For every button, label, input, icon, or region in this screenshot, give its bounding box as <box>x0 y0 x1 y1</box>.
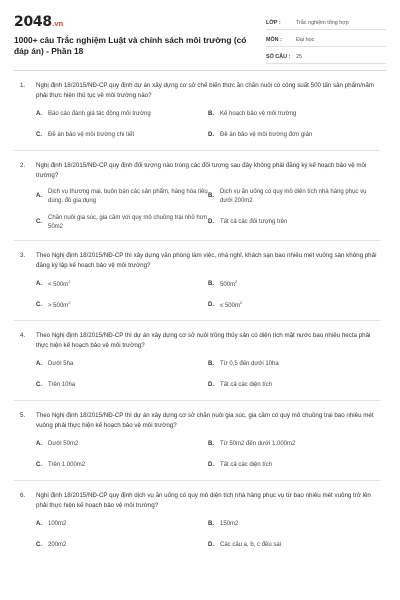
question-number: 4. <box>20 332 26 339</box>
answer-text: Các câu a, b, c đều sai <box>220 541 282 548</box>
meta-row-class <box>266 16 386 30</box>
question-6 <box>20 491 380 560</box>
answer-key: D. <box>208 219 214 226</box>
answer-key: B. <box>208 193 214 200</box>
answer-option-b[interactable] <box>208 438 380 450</box>
answer-text: ≤ 500m <box>220 303 240 310</box>
answer-grid <box>20 188 380 240</box>
answer-text: Dịch vụ ăn uống có quy mô diện tích nhà hàng phục vụ dưới 200m2 <box>220 189 367 204</box>
answer-option-d[interactable] <box>208 129 380 141</box>
answer-key: B. <box>208 360 214 367</box>
question-5 <box>20 411 380 480</box>
answer-key: B. <box>208 280 214 287</box>
superscript: 2 <box>239 300 243 306</box>
question-divider <box>14 480 380 481</box>
question-body: Nghị định 18/2015/NĐ-CP quy định đối tượng nào trong các đối tượng sau đây không phải đăng ký kế hoạch bảo vệ môi trường? <box>36 162 367 179</box>
question-number: 6. <box>20 492 26 499</box>
answer-key: C. <box>36 381 42 388</box>
question-text <box>20 161 380 180</box>
answer-text: Trên 1.000m2 <box>48 461 86 468</box>
answer-key: C. <box>36 301 42 308</box>
question-text <box>20 331 380 350</box>
answer-key: C. <box>36 131 42 138</box>
question-2 <box>20 161 380 240</box>
question-number: 2. <box>20 162 26 169</box>
answer-option-c[interactable] <box>36 539 208 551</box>
answer-option-a[interactable] <box>36 358 208 370</box>
question-text <box>20 81 380 100</box>
answer-option-a[interactable] <box>36 518 208 530</box>
question-body: Theo Nghị định 18/2015/NĐ-CP thì dự án xây dựng cơ sở nuôi trồng thủy sản có diện tích mặt nước bao nhiêu hecta phải thực hiện kế hoạch bảo vệ môi trường? <box>36 332 371 349</box>
question-3 <box>20 251 380 320</box>
answer-option-d[interactable] <box>208 299 380 311</box>
meta-key: SỐ CÂU : <box>266 53 291 60</box>
answer-text: 500m <box>220 282 236 289</box>
question-divider <box>14 150 380 151</box>
answer-text: Đề án bảo vệ môi trường chi tiết <box>48 131 134 138</box>
answer-text: Dịch vụ thương mại, buôn bán các sản phẩm, hàng hóa tiêu dùng, đồ gia dụng <box>48 189 208 204</box>
answer-option-b[interactable] <box>208 108 380 120</box>
answer-grid <box>20 358 380 400</box>
question-text <box>20 251 380 270</box>
question-body: Nghị định 18/2015/NĐ-CP quy định dự án xây dựng cơ sở chế biến thức ăn chăn nuôi có công suất 500 tấn sản phẩm/năm phải thực hiện thủ tục về môi trường nào? <box>36 82 374 99</box>
meta-key: MÔN : <box>266 36 282 43</box>
answer-option-a[interactable] <box>36 438 208 450</box>
answer-option-b[interactable] <box>208 188 380 205</box>
question-body: Theo Nghị định 18/2015/NĐ-CP thì xây dựng văn phòng làm việc, nhà nghỉ, khách sạn bao nhiêu mét vuông sàn không phải đăng ký lập kế hoạch bảo vệ môi trường? <box>36 252 377 269</box>
answer-option-c[interactable] <box>36 299 208 311</box>
answer-key: C. <box>36 541 42 548</box>
answer-option-a[interactable] <box>36 108 208 120</box>
question-divider <box>14 320 380 321</box>
answer-option-c[interactable] <box>36 379 208 391</box>
answer-key: D. <box>208 301 214 308</box>
answer-option-c[interactable] <box>36 214 208 231</box>
answer-text: 100m2 <box>48 520 67 527</box>
answer-key: D. <box>208 461 214 468</box>
answer-key: B. <box>208 440 214 447</box>
answer-key: B. <box>208 110 214 117</box>
question-1 <box>20 81 380 150</box>
answer-text: 150m2 <box>220 520 239 527</box>
question-text <box>20 491 380 510</box>
answer-option-b[interactable] <box>208 358 380 370</box>
answer-text: Dưới 50m2 <box>48 440 79 447</box>
answer-grid <box>20 108 380 150</box>
answer-key: C. <box>36 219 42 226</box>
answer-key: A. <box>36 280 42 287</box>
answer-key: B. <box>208 520 214 527</box>
answer-text: Tất cả các diện tích <box>220 461 273 468</box>
answer-text: Từ 0,5 đến dưới 10ha <box>220 360 279 367</box>
answer-text: Trên 10ha <box>48 381 76 388</box>
superscript: 2 <box>68 300 71 306</box>
answer-key: A. <box>36 520 42 527</box>
superscript: 2 <box>235 279 238 285</box>
site-logo[interactable] <box>14 14 252 30</box>
meta-row-count <box>266 50 386 64</box>
meta-key: LỚP : <box>266 19 281 26</box>
document-title: 1000+ câu Trắc nghiệm Luật và chính sách môi trường (có đáp án) - Phần 18 <box>14 35 247 56</box>
answer-text: < 500m <box>48 282 69 289</box>
question-divider <box>14 400 380 401</box>
meta-value: 25 <box>296 53 302 60</box>
meta-value: Trắc nghiệm tổng hợp <box>296 19 349 26</box>
answer-key: A. <box>36 193 42 200</box>
answer-option-c[interactable] <box>36 129 208 141</box>
meta-panel <box>252 14 386 66</box>
answer-text: Báo cáo đánh giá tác động môi trường <box>48 110 151 117</box>
answer-text: Chăn nuôi gia súc, gia cầm với quy mô chuồng trại nhỏ hơn 50m2 <box>48 215 207 230</box>
answer-option-d[interactable] <box>208 214 380 231</box>
question-number: 3. <box>20 252 26 259</box>
answer-key: D. <box>208 541 214 548</box>
question-list <box>0 71 400 560</box>
answer-text: Kế hoạch bảo vệ môi trường <box>220 110 297 117</box>
answer-grid <box>20 438 380 480</box>
answer-option-a[interactable] <box>36 188 208 205</box>
answer-option-d[interactable] <box>208 379 380 391</box>
logo-main: 2048 <box>14 14 52 30</box>
question-text <box>20 411 380 430</box>
answer-key: A. <box>36 360 42 367</box>
meta-row-subject <box>266 33 386 47</box>
answer-option-d[interactable] <box>208 539 380 551</box>
meta-value: Đại học <box>296 36 315 43</box>
answer-option-d[interactable] <box>208 459 380 471</box>
answer-option-c[interactable] <box>36 459 208 471</box>
question-divider <box>14 240 380 241</box>
answer-text: Từ 50m2 đến dưới 1.000m2 <box>220 440 296 447</box>
answer-key: D. <box>208 131 214 138</box>
answer-key: A. <box>36 440 42 447</box>
question-body: Theo Nghị định 18/2015/NĐ-CP thì dự án xây dựng cơ sở chăn nuôi gia súc, gia cầm có quy mô chuồng trại bao nhiêu mét vuông phải thực hiện kế hoạch bảo vệ môi trường? <box>36 412 374 429</box>
answer-key: D. <box>208 381 214 388</box>
answer-text: Tất cả các diện tích <box>220 381 273 388</box>
question-number: 5. <box>20 412 26 419</box>
page-header <box>0 0 400 66</box>
answer-key: C. <box>36 461 42 468</box>
answer-text: Dưới 5ha <box>48 360 74 367</box>
answer-option-a[interactable] <box>36 278 208 290</box>
answer-grid <box>20 518 380 560</box>
answer-text: > 500m <box>48 303 69 310</box>
answer-grid <box>20 278 380 320</box>
superscript: 2 <box>68 279 71 285</box>
question-4 <box>20 331 380 400</box>
answer-text: Tất cả các đối tượng trên <box>220 219 288 226</box>
answer-text: 200m2 <box>48 541 67 548</box>
question-number: 1. <box>20 82 26 89</box>
answer-option-b[interactable] <box>208 278 380 290</box>
answer-text: Đề án bảo vệ môi trường đơn giản <box>220 131 313 138</box>
header-left <box>14 14 252 66</box>
question-body: Nghị định 18/2015/NĐ-CP quy định dịch vụ ăn uống có quy mô diện tích nhà hàng phục vụ từ bao nhiêu mét vuông trở lên phải thực hiện kế hoạch bảo vệ môi trường? <box>36 492 371 509</box>
answer-key: A. <box>36 110 42 117</box>
answer-option-b[interactable] <box>208 518 380 530</box>
logo-suffix: .vn <box>51 20 64 28</box>
